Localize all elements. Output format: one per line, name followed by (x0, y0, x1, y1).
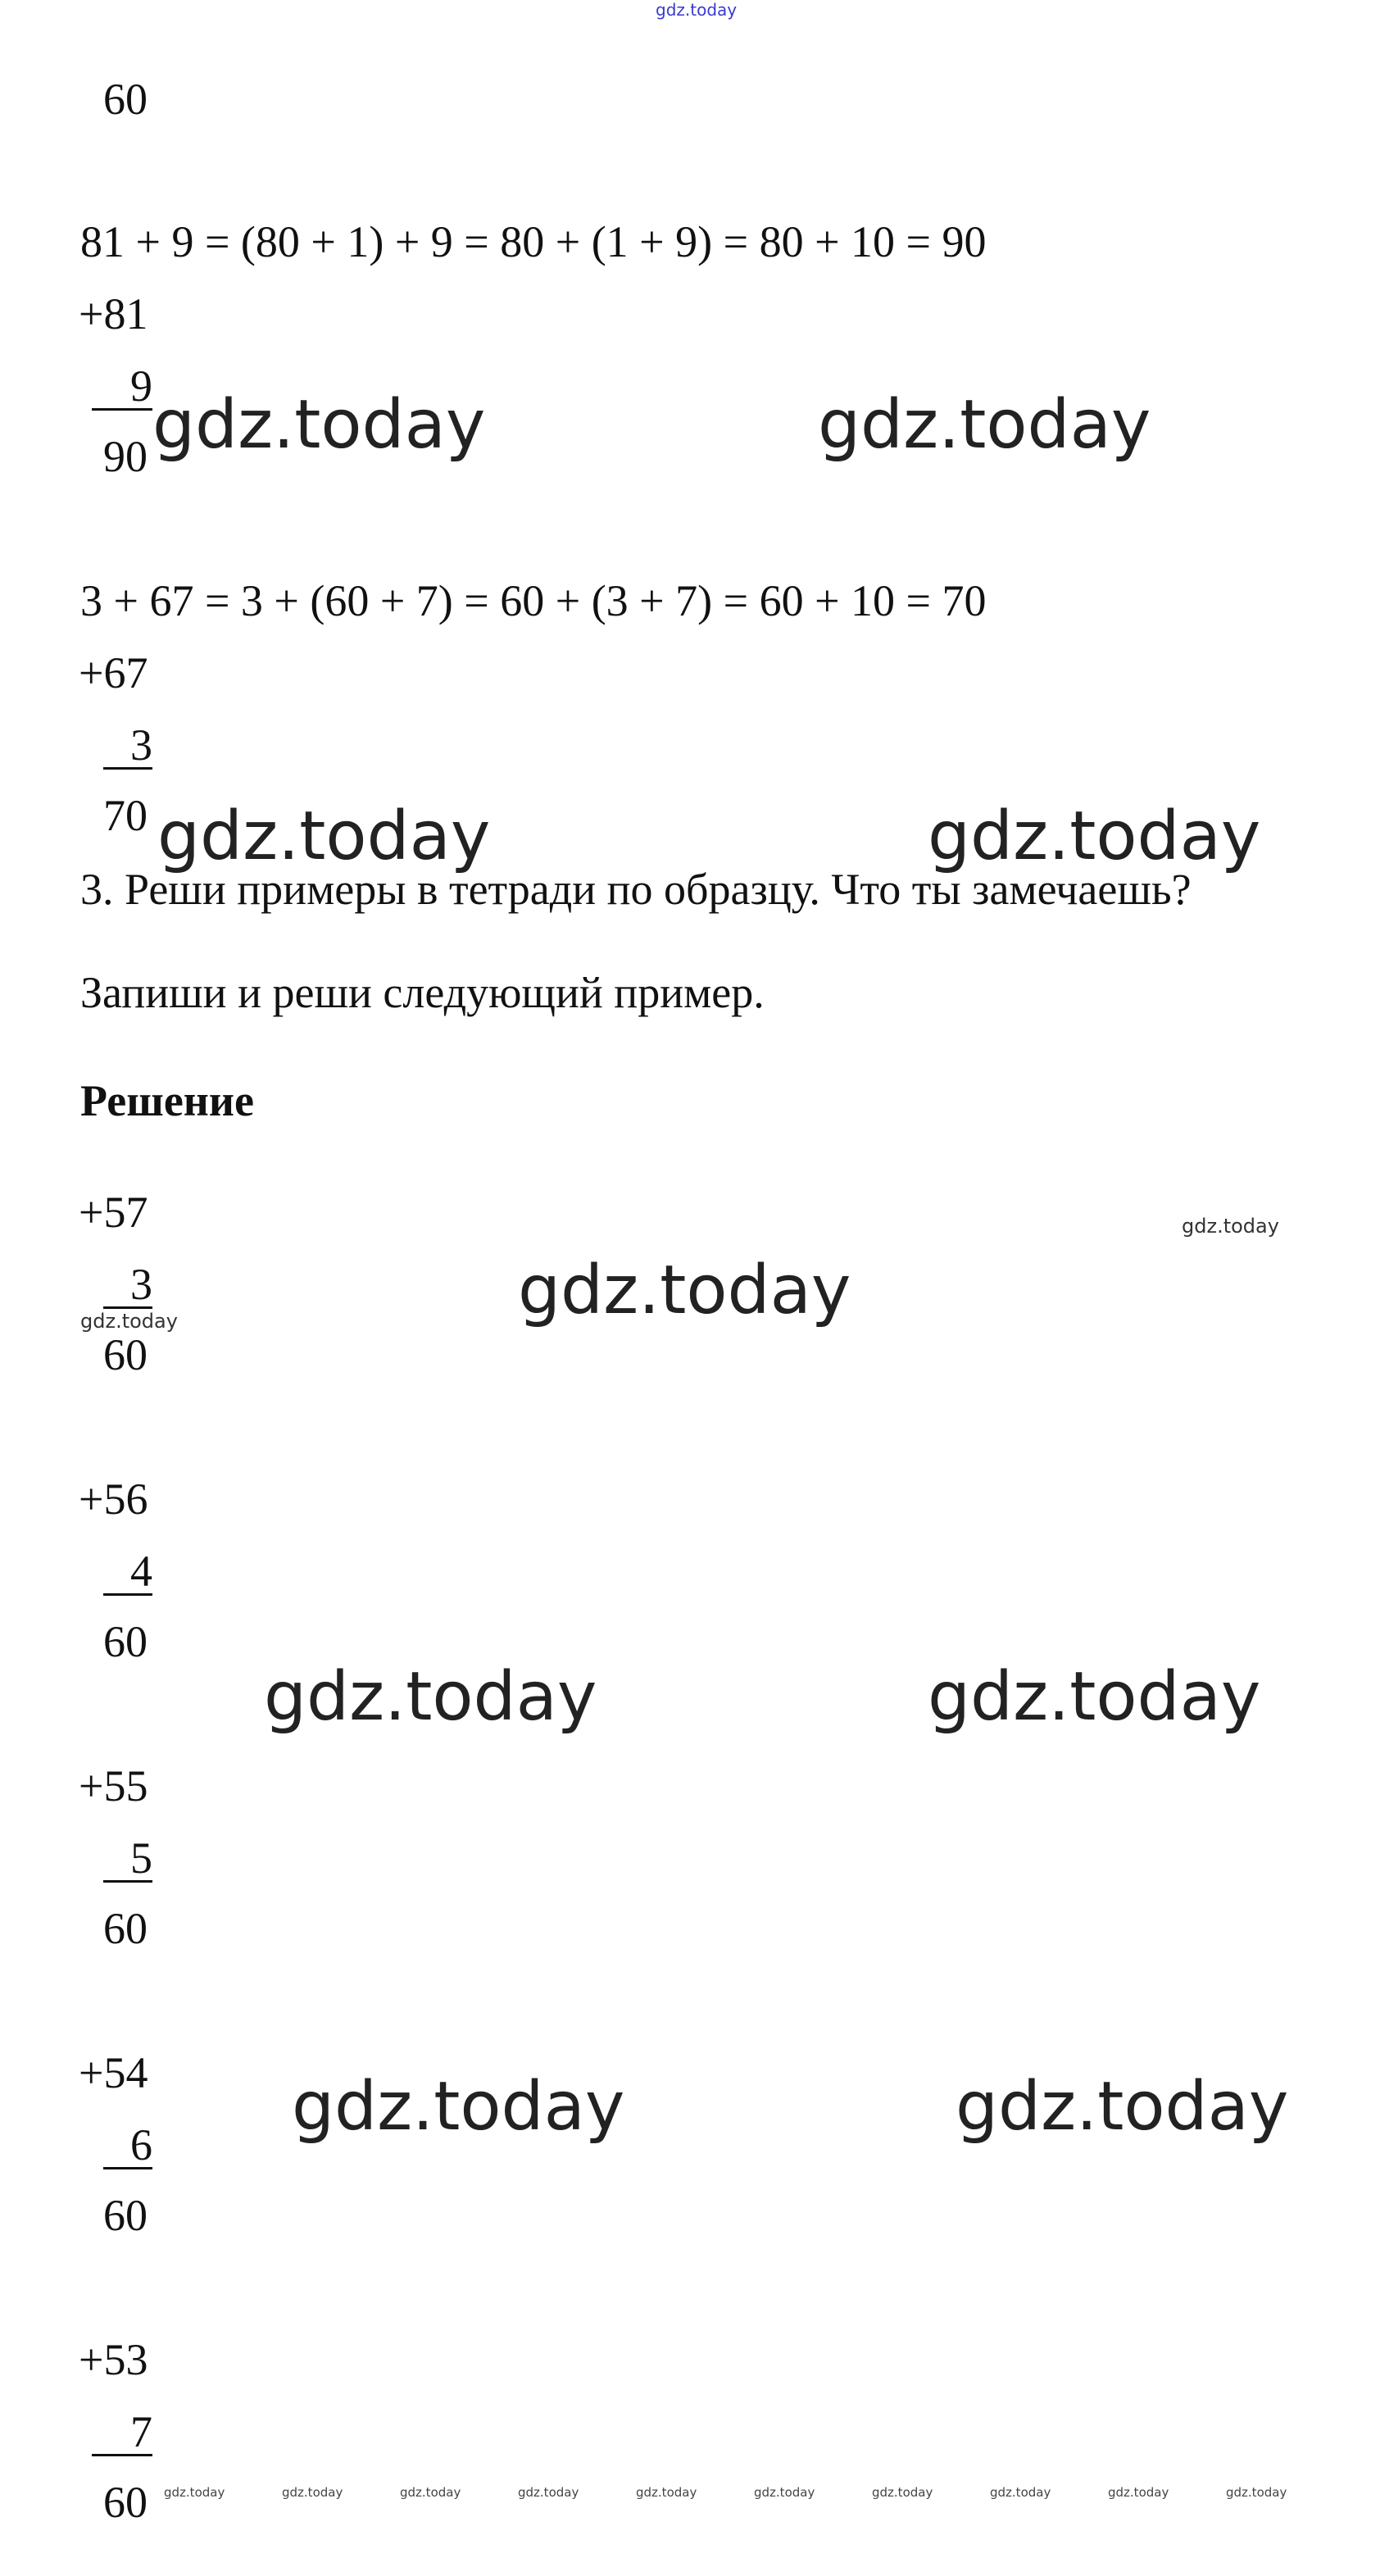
watermark: gdz.today (956, 2068, 1289, 2146)
solution-mid: 5 (103, 1836, 152, 1883)
solution-top: +57 (79, 1188, 148, 1237)
example-b-line2: 3 (103, 723, 152, 770)
footer-watermark: gdz.today (164, 2485, 225, 2500)
solution-mid: 6 (103, 2123, 152, 2169)
footer-watermark: gdz.today (400, 2485, 461, 2500)
solution-top: +54 (79, 2048, 148, 2097)
watermark: gdz.today (264, 1658, 597, 1736)
solution-top: +55 (79, 1761, 148, 1810)
watermark: gdz.today (928, 797, 1261, 875)
task3-text-line1: 3. Реши примеры в тетради по образцу. Что ты замечаешь? (80, 865, 1192, 914)
watermark: gdz.today (157, 797, 491, 875)
footer-watermark: gdz.today (1226, 2485, 1287, 2500)
task3-text-line2: Запиши и реши следующий пример. (80, 968, 765, 1017)
solution-top: +53 (79, 2335, 148, 2384)
watermark: gdz.today (518, 1252, 851, 1329)
example-b-expression: 3 + 67 = 3 + (60 + 7) = 60 + (3 + 7) = 60 + 10 = 70 (80, 576, 987, 625)
footer-watermark: gdz.today (990, 2485, 1051, 2500)
watermark: gdz.today (928, 1658, 1261, 1736)
example-a-line1: +81 (79, 289, 148, 338)
header-watermark: gdz.today (656, 0, 738, 20)
footer-watermark: gdz.today (282, 2485, 343, 2500)
watermark-small: gdz.today (80, 1310, 178, 1333)
example-a-line2: 9 (92, 364, 152, 411)
solution-result: 60 (103, 1904, 148, 1953)
example-a-line3: 90 (103, 432, 148, 481)
solution-mid: 3 (103, 1262, 152, 1309)
footer-watermark: gdz.today (754, 2485, 815, 2500)
watermark: gdz.today (818, 386, 1151, 464)
footer-watermark: gdz.today (872, 2485, 933, 2500)
footer-watermark: gdz.today (1108, 2485, 1169, 2500)
solution-heading: Решение (80, 1076, 254, 1125)
solution-result: 60 (103, 1330, 148, 1379)
watermark: gdz.today (152, 386, 486, 464)
example-a-expression: 81 + 9 = (80 + 1) + 9 = 80 + (1 + 9) = 80 + 10 = 90 (80, 217, 987, 266)
solution-result: 60 (103, 1617, 148, 1666)
solution-result: 60 (103, 2478, 148, 2527)
solution-top: +56 (79, 1474, 148, 1524)
footer-watermark: gdz.today (636, 2485, 697, 2500)
example-b-line1: +67 (79, 648, 148, 697)
example-b-line3: 70 (103, 791, 148, 840)
fragment-result: 60 (103, 75, 148, 124)
watermark: gdz.today (292, 2068, 625, 2146)
footer-watermark: gdz.today (518, 2485, 579, 2500)
watermark-small: gdz.today (1182, 1215, 1279, 1238)
solution-mid: 4 (103, 1549, 152, 1596)
solution-mid: 7 (92, 2410, 152, 2456)
solution-result: 60 (103, 2191, 148, 2240)
